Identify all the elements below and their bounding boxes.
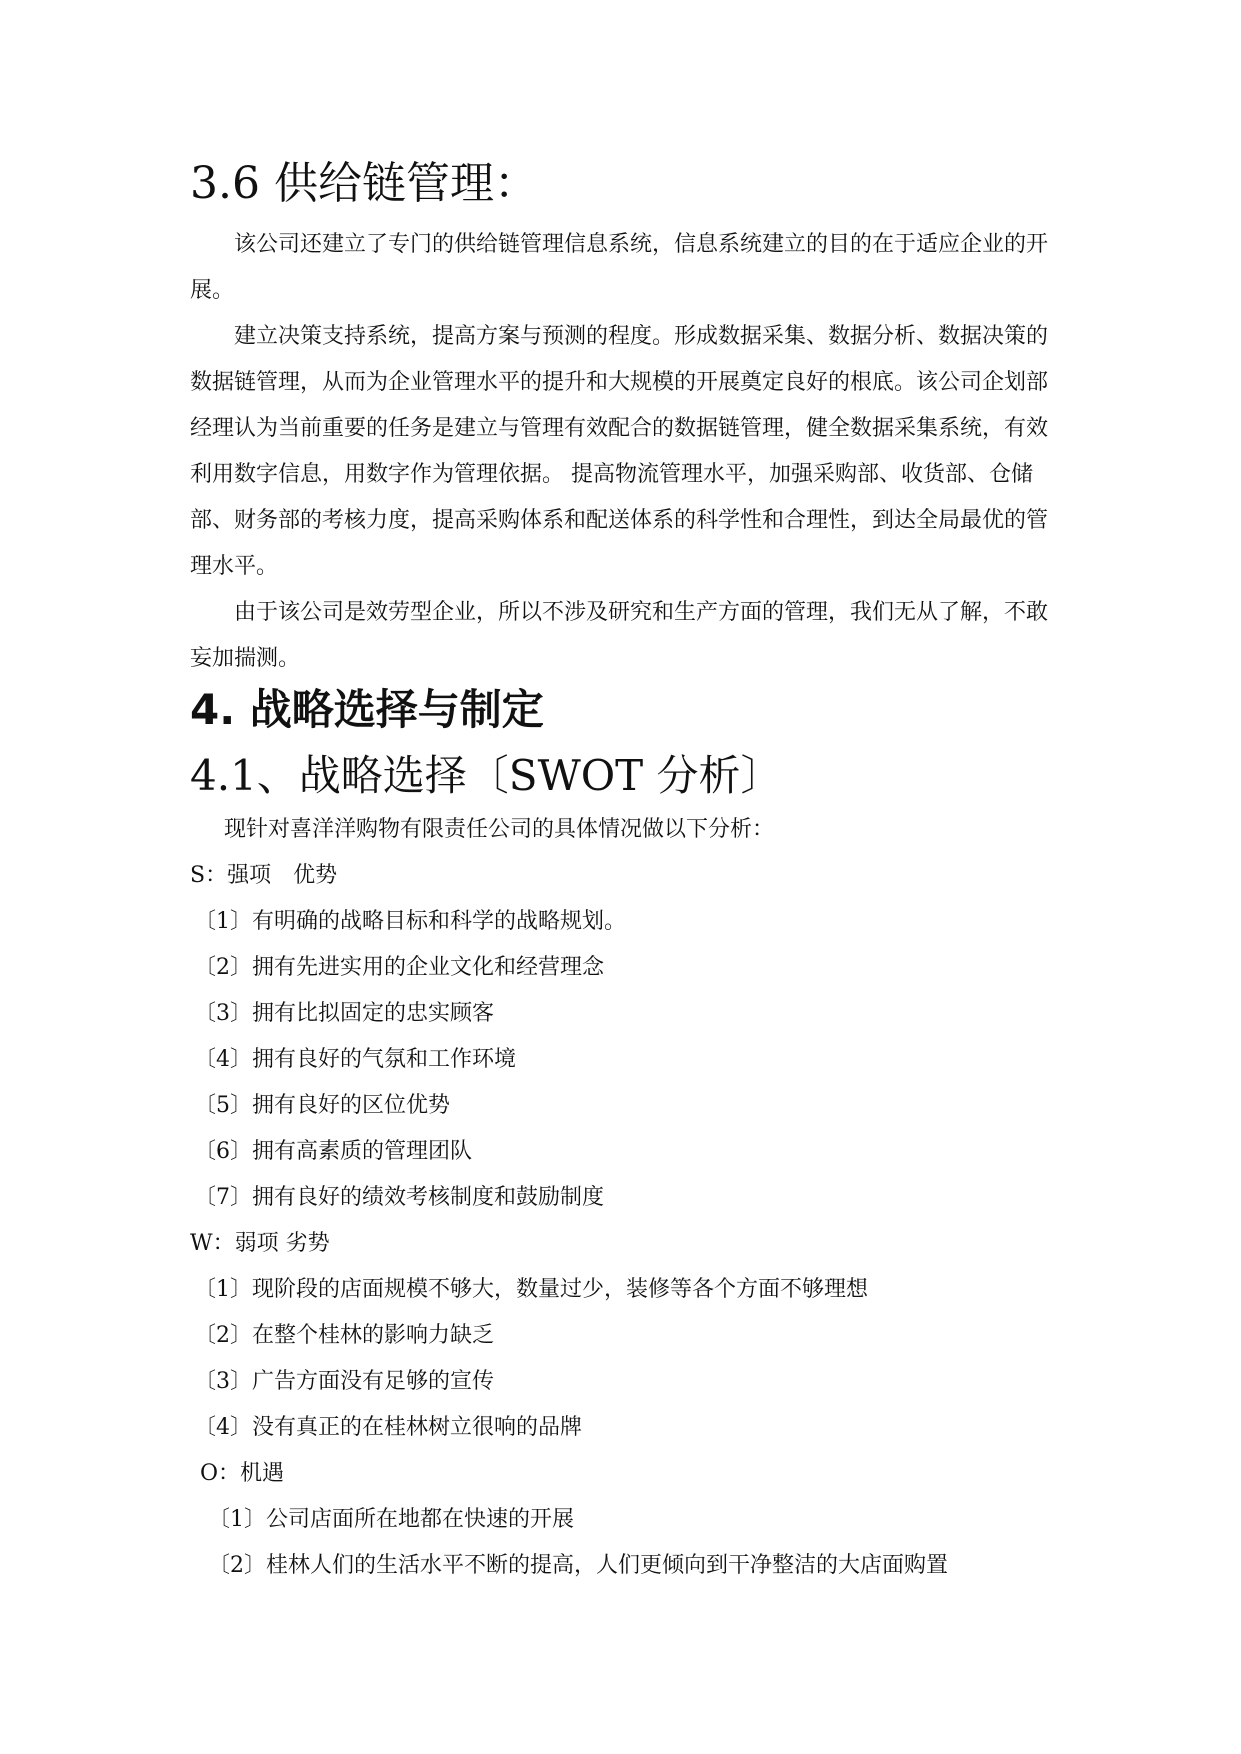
strength-item: 〔7〕拥有良好的绩效考核制度和鼓励制度 [194,1185,604,1210]
strength-item: 〔2〕拥有先进实用的企业文化和经营理念 [194,955,604,980]
swot-intro: 现针对喜洋洋购物有限责任公司的具体情况做以下分析： [224,817,775,842]
weaknesses-label: W：弱项 劣势 [190,1231,330,1256]
opportunity-item: 〔2〕桂林人们的生活水平不断的提高，人们更倾向到干净整洁的大店面购置 [208,1553,948,1578]
opportunities-label: O：机遇 [200,1461,285,1486]
weakness-item: 〔2〕在整个桂林的影响力缺乏 [194,1323,494,1348]
strength-item: 〔6〕拥有高素质的管理团队 [194,1139,472,1164]
paragraph-supply-chain-3: 由于该公司是效劳型企业，所以不涉及研究和生产方面的管理，我们无从了解，不敢妄加揣测。 [190,600,1049,671]
paragraph-supply-chain-1: 该公司还建立了专门的供给链管理信息系统，信息系统建立的目的在于适应企业的开展。 [190,232,1049,303]
strength-item: 〔3〕拥有比拟固定的忠实顾客 [194,1001,494,1026]
weakness-item: 〔3〕广告方面没有足够的宣传 [194,1369,494,1394]
heading-4: 4. 战略选择与制定 [190,685,544,734]
paragraph-supply-chain-2: 建立决策支持系统，提高方案与预测的程度。形成数据采集、数据分析、数据决策的数据链管理，从而为企业管理水平的提升和大规模的开展奠定良好的根底。该公司企划部经理认为当前重要的任务是建立与管理有效配合的数据链管理，健全数据采集系统，有效利用数字信息，用数字作为管理依据。 提高物流管理水平，加强采购部、收货部、仓储部、财务部的考核力度，提高采购体系和配送体系的科学性和合理性，到达全局最优的管理水平。 [190,324,1049,579]
heading-3-6: 3.6 供给链管理： [190,158,538,209]
strengths-label: S：强项 优势 [190,863,338,888]
strength-item: 〔1〕有明确的战略目标和科学的战略规划。 [194,909,626,934]
weakness-item: 〔4〕没有真正的在桂林树立很响的品牌 [194,1415,582,1440]
strength-item: 〔4〕拥有良好的气氛和工作环境 [194,1047,516,1072]
strength-item: 〔5〕拥有良好的区位优势 [194,1093,450,1118]
heading-4-1: 4.1、战略选择〔SWOT 分析〕 [190,751,783,800]
opportunity-item: 〔1〕公司店面所在地都在快速的开展 [208,1507,574,1532]
weakness-item: 〔1〕现阶段的店面规模不够大，数量过少，装修等各个方面不够理想 [194,1277,868,1302]
